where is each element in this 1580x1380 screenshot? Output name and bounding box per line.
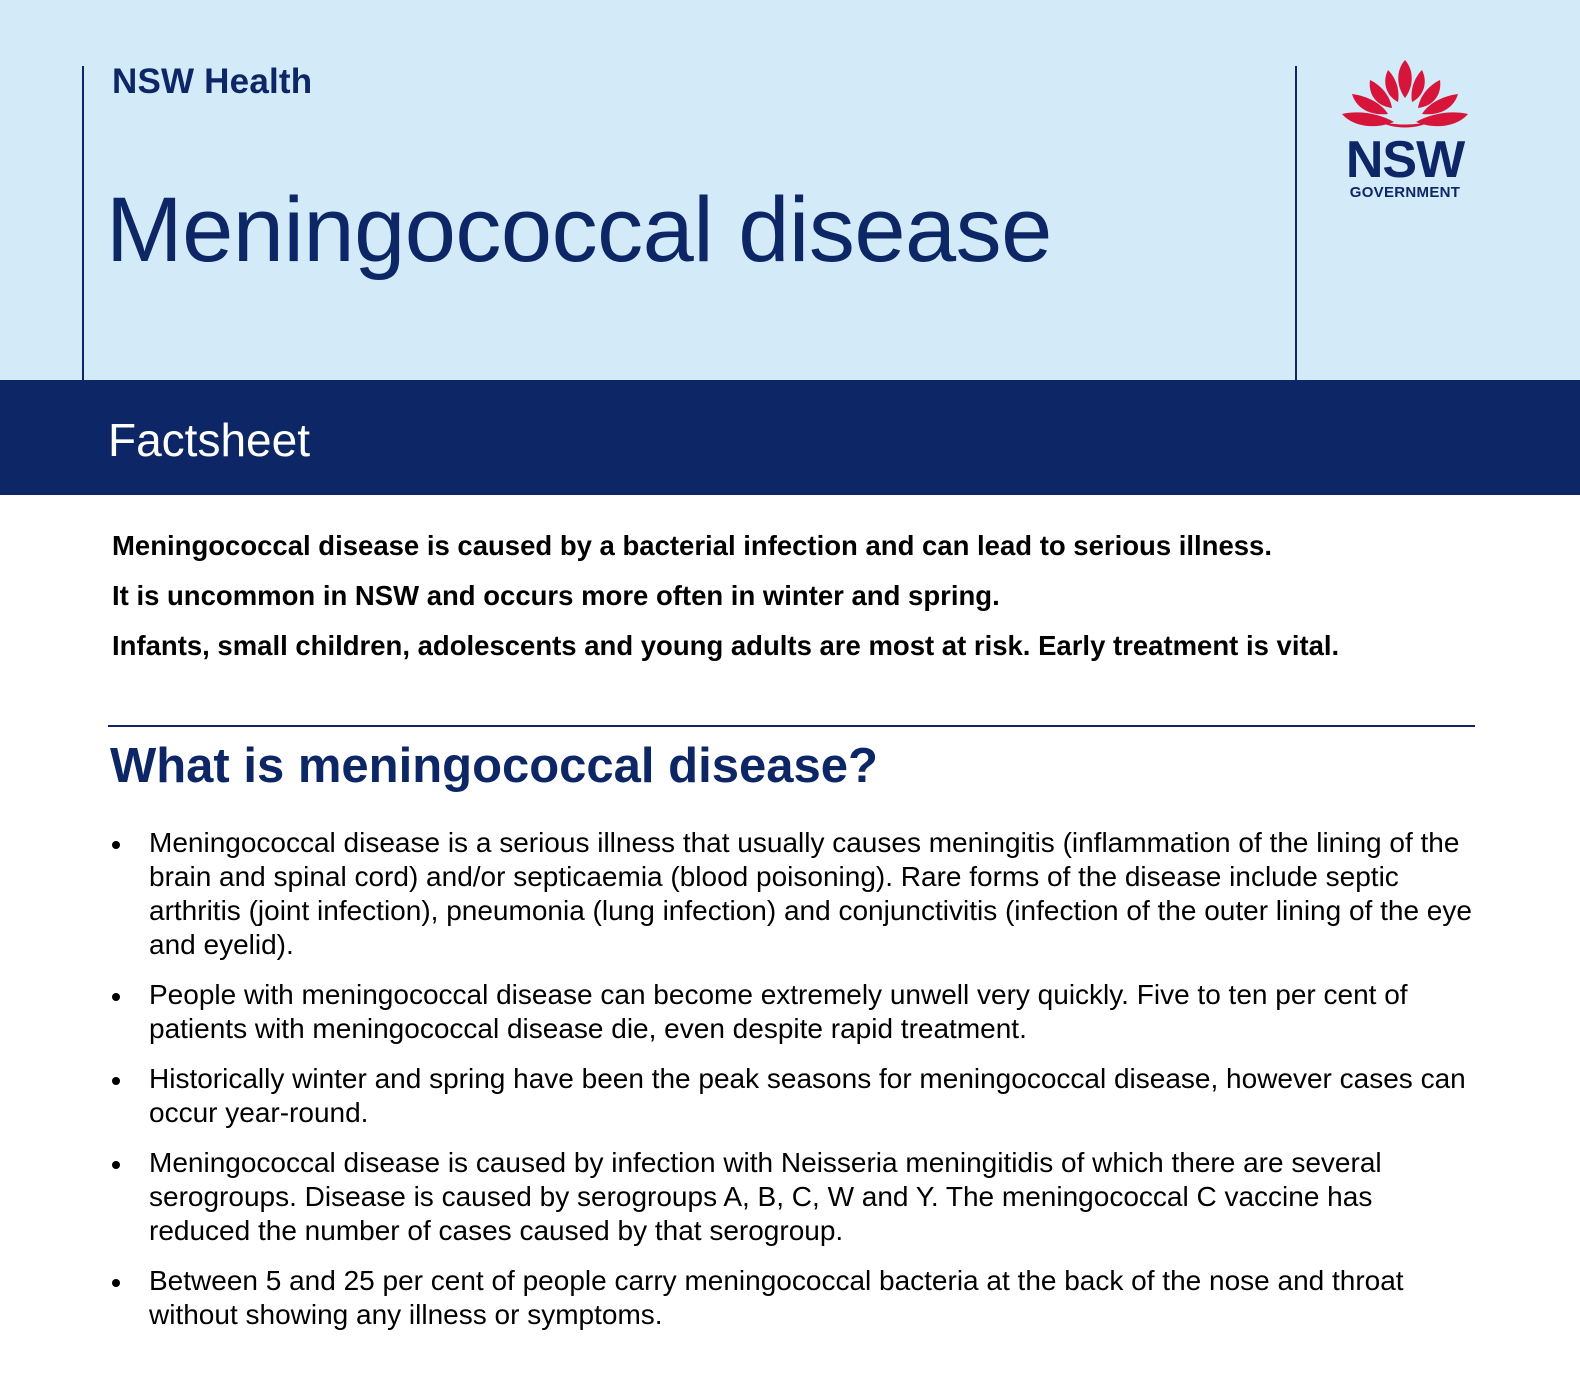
list-item bbox=[112, 1146, 1472, 1248]
list-item-text: Meningococcal disease is a serious illness that usually causes meningitis (inflammation of the lining of the brain and spinal cord) and/or septicaemia (blood poisoning). Rare forms of the disease include septic arthritis (joint infection), pneumonia (lung infection) and conjunctivitis (infection of the outer lining of the eye and eyelid). bbox=[149, 827, 1472, 960]
intro-line: Infants, small children, adolescents and young adults are most at risk. Early treatment is vital. bbox=[112, 630, 1340, 661]
factsheet-banner bbox=[0, 380, 1580, 495]
list-item bbox=[112, 826, 1472, 962]
list-item bbox=[112, 1062, 1472, 1130]
list-item bbox=[112, 1264, 1472, 1332]
intro-line: It is uncommon in NSW and occurs more often in winter and spring. bbox=[112, 580, 1000, 611]
nsw-government-logo bbox=[1338, 56, 1478, 206]
intro-summary bbox=[112, 530, 1512, 680]
bullet-list bbox=[112, 826, 1472, 1348]
document-title: Meningococcal disease bbox=[106, 179, 1052, 281]
bullet-icon bbox=[112, 1077, 120, 1085]
list-item-text: Meningococcal disease is caused by infection with Neisseria meningitidis of which there are several serogroups. Disease is caused by serogroups A, B, C, W and Y. The meningococcal C vaccine has reduced the number of cases caused by that serogroup. bbox=[149, 1147, 1382, 1246]
list-item-text: Between 5 and 25 per cent of people carry meningococcal bacteria at the back of the nose and throat without showing any illness or symptoms. bbox=[149, 1265, 1404, 1330]
list-item bbox=[112, 978, 1472, 1046]
list-item-text: People with meningococcal disease can become extremely unwell very quickly. Five to ten per cent of patients with meningococcal disease die, even despite rapid treatment. bbox=[149, 979, 1408, 1044]
list-item-text: Historically winter and spring have been the peak seasons for meningococcal disease, however cases can occur year-round. bbox=[149, 1063, 1466, 1128]
section-divider bbox=[108, 725, 1475, 727]
logo-government-text: GOVERNMENT bbox=[1349, 184, 1461, 201]
bullet-icon bbox=[112, 993, 120, 1001]
bullet-icon bbox=[112, 1161, 120, 1169]
bullet-icon bbox=[112, 841, 120, 849]
bullet-icon bbox=[112, 1279, 120, 1287]
waratah-flower-icon bbox=[1338, 56, 1472, 136]
org-name: NSW Health bbox=[112, 62, 313, 101]
header-left-rule bbox=[82, 66, 84, 380]
banner-label: Factsheet bbox=[108, 414, 310, 466]
section-heading: What is meningococcal disease? bbox=[110, 739, 878, 793]
logo-nsw-text: NSW bbox=[1345, 131, 1465, 189]
intro-line: Meningococcal disease is caused by a bacterial infection and can lead to serious illness. bbox=[112, 530, 1272, 561]
header bbox=[0, 0, 1580, 380]
header-right-rule bbox=[1295, 66, 1297, 380]
